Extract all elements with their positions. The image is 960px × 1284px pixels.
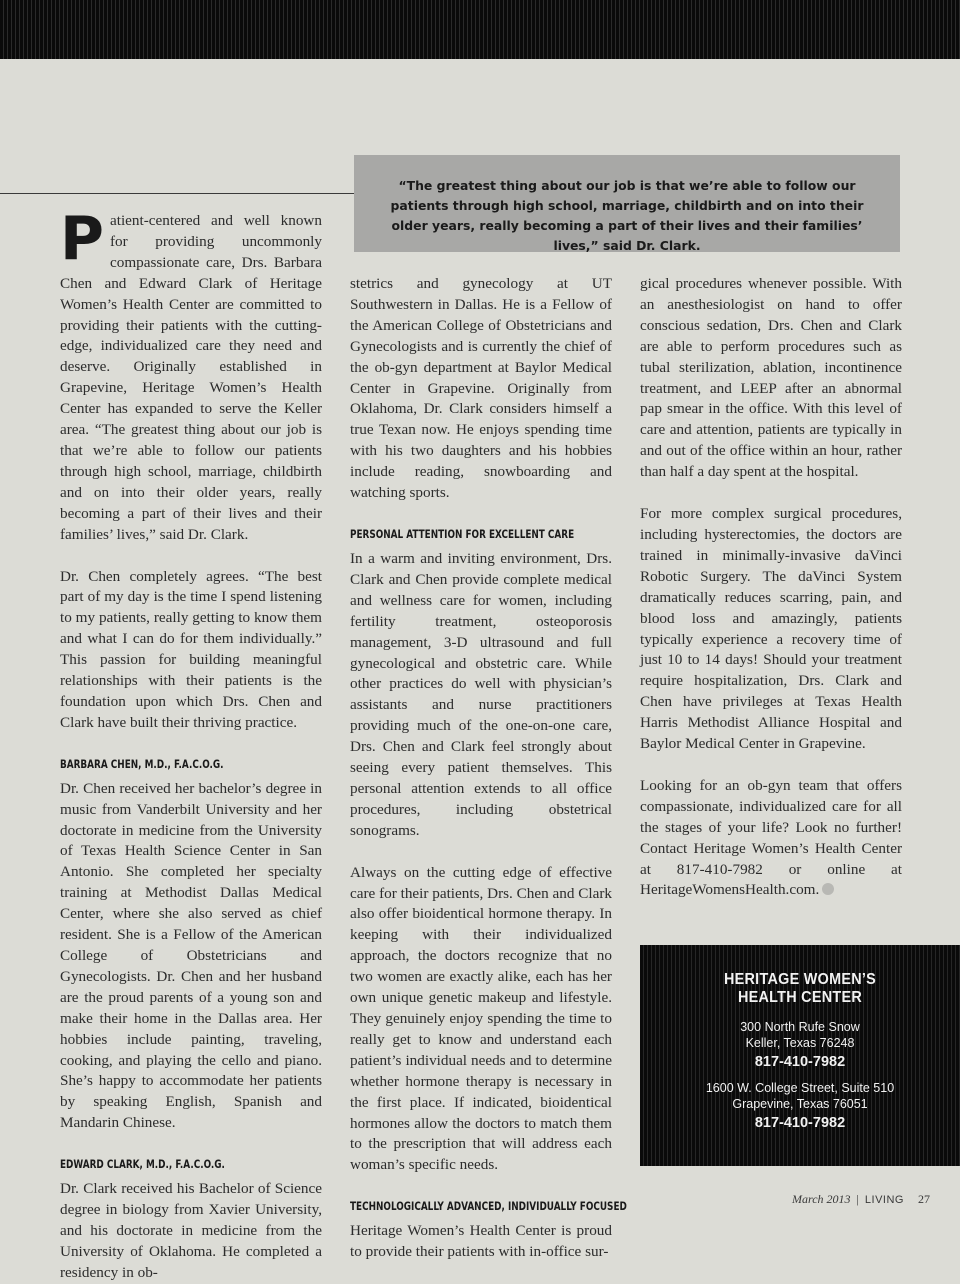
article-column-3 xyxy=(640,274,902,901)
paragraph: gical procedures whenever possible. With an anesthesiologist on hand to offer conscious sedation, Drs. Chen and Clark are able to perform procedures such as tubal sterilization, ablation, incontinence treatment, and LEEP after an abnormal pap smear in the office. With this level of care and attention, patients are typically in and out of the office within an hour, rather than half a day spent at the hospital. xyxy=(640,275,902,481)
closing-paragraph xyxy=(640,776,902,901)
phone-number[interactable]: 817-410-7982 xyxy=(754,1054,846,1070)
intro-paragraph xyxy=(60,204,322,546)
paragraph: Dr. Chen received her bachelor’s degree in music from Vanderbilt University and her doctorate in medicine from the University of Texas Health Science Center in San Antonio. She completed her specialty training at Methodist Dallas Medical Center, where she also served as chief resident. She is a Fellow of the American College of Obstetricians and Gynecologists. Dr. Chen and her husband are the proud parents of a young son and make their home in the Dallas area. Her hobbies include painting, traveling, cooking, and playing the cello and piano. She’s happy to accommodate her patients by speaking English, Spanish and Mandarin Chinese. xyxy=(60,779,322,1132)
end-mark-icon xyxy=(822,883,834,895)
issue-date: March 2013 xyxy=(791,1192,851,1206)
address-line: 300 North Rufe Snow xyxy=(740,1020,860,1034)
subheading: BARBARA CHEN, M.D., F.A.C.O.G. xyxy=(60,757,224,771)
drop-cap: P xyxy=(60,204,104,274)
paragraph: For more complex surgical procedures, including hysterectomies, the doctors are trained in minimally-invasive daVinci Robotic Surgery. The daVinci System dramatically reduces scarring, pain, and blood loss and amazingly, patients typically experience a recovery time of just 10 to 14 days! Should your treatment require hospitalization, Drs. Clark and Chen have privileges at Texas Health Harris Methodist Alliance Hospital and Baylor Medical Center in Grapevine. xyxy=(640,505,902,753)
paragraph: Heritage Women’s Health Center is proud to provide their patients with in-office sur- xyxy=(350,1222,612,1261)
pull-quote: “The greatest thing about our job is that we’re able to follow our patients through high school, marriage, childbirth and on into their older years, really becoming a part of their lives and their families’ lives,” said Dr. Clark. xyxy=(354,155,900,252)
contact-info-box xyxy=(640,945,960,1166)
page-footer xyxy=(792,1192,930,1207)
subheading: EDWARD CLARK, M.D., F.A.C.O.G. xyxy=(60,1158,225,1172)
top-decorative-bar xyxy=(0,0,960,59)
horizontal-rule xyxy=(0,193,356,194)
address-line: Keller, Texas 76248 xyxy=(745,1036,855,1050)
paragraph: Dr. Chen completely agrees. “The best part of my day is the time I spend listening to my patients, really getting to know them and what I can do for them individually.” This passion for building meaningful relationships with their patients is the foundation upon which Drs. Chen and Clark have built their thriving practice. xyxy=(60,567,322,731)
address-line: Grapevine, Texas 76051 xyxy=(732,1097,868,1111)
phone-number[interactable]: 817-410-7982 xyxy=(754,1115,846,1131)
info-title xyxy=(656,971,944,1007)
info-title-line: HERITAGE WOMEN’S xyxy=(723,971,877,988)
article-column-2 xyxy=(350,274,627,1263)
paragraph: Always on the cutting edge of effective care for their patients, Drs. Chen and Clark also offer bioidentical hormone therapy. In keeping with their individualized approach, the doctors recognize that no two women are exactly alike, each has her own unique genetic makeup and lifestyle. They genuinely enjoy spending the time to really get to know and understand each patient’s individual needs and to determine whether hormone therapy is necessary in the first place. If indicated, bioidentical hormones allow the doctors to match them to the prescription that will address each woman’s specific needs. xyxy=(350,863,612,1174)
page-number: 27 xyxy=(918,1192,930,1206)
paragraph: In a warm and inviting environment, Drs. Clark and Chen provide complete medical and wellness care for women, including fertility treatment, osteoporosis management, 3-D ultrasound and full gynecological and obstetric care. While other practices do well with physician’s assistants and nurse practitioners providing much of the one-on-one care, Drs. Chen and Clark feel strongly about seeing every patient themselves. This personal attention extends to all office procedures, including obstetrical sonograms. xyxy=(350,549,612,839)
closing-text: Looking for an ob-gyn team that offers compassionate, individualized care for all the stages of your life? Look no further! Contact Heritage Women’s Health Center at 817-410-7982 or online at HeritageWomensHealth.com. xyxy=(640,776,902,899)
footer-separator: | xyxy=(856,1192,859,1206)
intro-text: atient-centered and well known for providing uncommonly compassionate care, Drs. Barbara Chen and Edward Clark of Heritage Women’s Health Center are committed to providing their patients with the cutting-edge, individualized care they need and deserve. Originally established in Grapevine, Heritage Women’s Health Center has expanded to serve the Keller area. “The greatest thing about our job is that we’re able to follow our patients through high school, marriage, childbirth and on into their older years, really becoming a part of their lives and their families’ lives,” said Dr. Clark. xyxy=(60,212,322,543)
subheading: PERSONAL ATTENTION FOR EXCELLENT CARE xyxy=(350,527,575,541)
article-column-1 xyxy=(60,204,322,1284)
paragraph: stetrics and gynecology at UT Southwestern in Dallas. He is a Fellow of the American College of Obstetricians and Gynecologists and is currently the chief of the ob-gyn department at Baylor Medical Center in Grapevine. Originally from Oklahoma, Dr. Clark considers himself a true Texan now. He enjoys spending time with his two daughters and his hobbies include reading, snowboarding and watching sports. xyxy=(350,275,612,502)
subheading: TECHNOLOGICALLY ADVANCED, INDIVIDUALLY FOCUSED xyxy=(350,1200,627,1214)
section-name: LIVING xyxy=(864,1194,904,1206)
paragraph: Dr. Clark received his Bachelor of Science degree in biology from Xavier University, and his doctorate in medicine from the University of Oklahoma. He completed a residency in ob- xyxy=(60,1180,322,1281)
address-line: 1600 W. College Street, Suite 510 xyxy=(705,1081,895,1095)
info-title-line: HEALTH CENTER xyxy=(737,989,863,1006)
